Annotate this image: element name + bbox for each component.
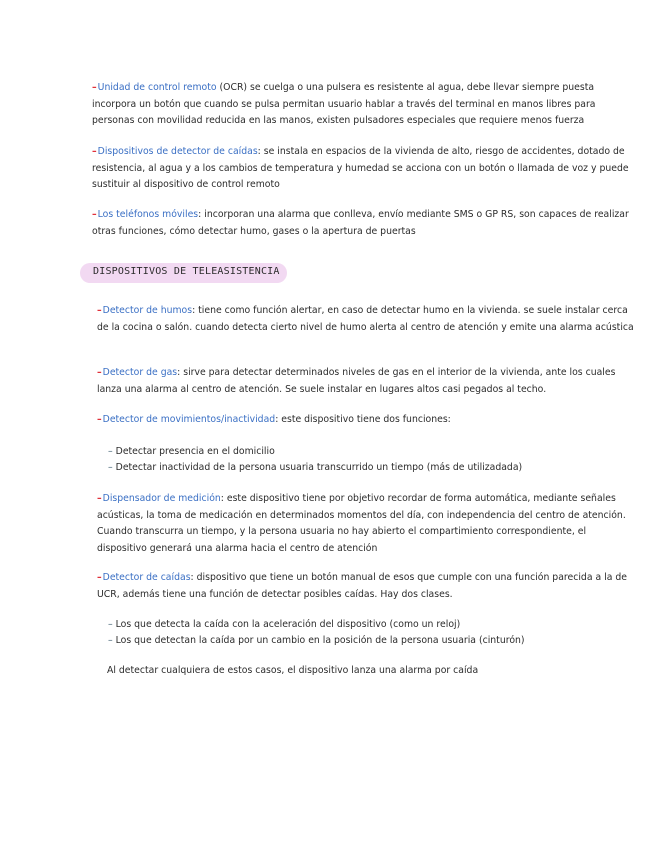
item-text: : se instala en espacios de la vivienda de alto, riesgo de accidentes, dotado de resistencia, al agua y a los cambios de temperatura y humedad se acciona con un botón o llamada de voz y puede sustituir al dispositivo de control remoto <box>92 146 629 190</box>
item-term: Unidad de control remoto <box>97 82 217 93</box>
bullet-dash: – <box>92 82 97 93</box>
item-text: (OCR) se cuelga o una pulsera es resistente al agua, debe llevar siempre puesta incorpora un botón que cuando se pulsa permitan usuario hablar a través del terminal en manos libres para personas con movilidad reducida en las manos, existen pulsadores especiales que requiere menos fuerza <box>92 82 596 126</box>
item-term: Detector de caídas <box>102 572 191 583</box>
item-text: : dispositivo que tiene un botón manual de esos que cumple con una función parecida a la de UCR, además tiene una función de detectar posibles caídas. Hay dos clases. <box>97 572 627 600</box>
item-term: Los teléfonos móviles <box>97 209 199 220</box>
sub-bullet-dash: – <box>108 462 113 473</box>
item-text: : este dispositivo tiene por objetivo recordar de forma automática, mediante señales acústicas, la toma de medicación en determinados momentos del día, con independencia del centro de atención. Cuando transcurra un tiempo, y la persona usuaria no hay abierto el compartimiento correspondiente, el dispositivo generará una alarma hacia el centro de atención <box>97 493 626 554</box>
bullet-dash: – <box>97 305 102 316</box>
item-term: Detector de gas <box>102 367 178 378</box>
bullet-dash: – <box>92 146 97 157</box>
bullet-dash: – <box>92 209 97 220</box>
sub-bullet-dash: – <box>108 619 113 630</box>
bullet-dash: – <box>97 414 102 425</box>
list-item-movement-detector <box>97 412 637 429</box>
list-item-medication-dispenser <box>97 491 637 557</box>
list-item-fall-detector-devices <box>92 144 632 194</box>
sub-item-text: Los que detecta la caída con la aceleración del dispositivo (como un reloj) <box>115 619 461 630</box>
list-item-fall-detector <box>97 570 637 603</box>
item-text: : este dispositivo tiene dos funciones: <box>275 414 451 425</box>
item-term: Dispositivos de detector de caídas <box>97 146 258 157</box>
item-text: : tiene como función alertar, en caso de detectar humo en la vivienda. se suele instalar cerca de la cocina o salón. cuando detecta cierto nivel de humo alerta al centro de atención y emite una alarma acústica <box>97 305 634 333</box>
item-term: Detector de humos <box>102 305 193 316</box>
item-term: Dispensador de medición <box>102 493 221 504</box>
bullet-dash: – <box>97 493 102 504</box>
closing-note: Al detectar cualquiera de estos casos, el dispositivo lanza una alarma por caída <box>107 665 479 676</box>
section-heading-text: DISPOSITIVOS DE TELEASISTENCIA <box>93 266 280 277</box>
sub-item-text: Detectar presencia en el domicilio <box>115 446 275 457</box>
bullet-dash: – <box>97 367 102 378</box>
sub-item <box>108 444 275 460</box>
item-text: : sirve para detectar determinados niveles de gas en el interior de la vivienda, ante los cuales lanza una alarma al centro de atención. Se suele instalar en lugares altos casi pegados al techo. <box>97 367 616 395</box>
list-item-mobile-phones <box>92 207 632 240</box>
list-item-smoke-detector <box>97 303 637 336</box>
sub-item-text: Detectar inactividad de la persona usuaria transcurrido un tiempo (más de utilizadada) <box>115 462 523 473</box>
sub-item <box>108 460 522 476</box>
sub-item <box>108 617 460 633</box>
sub-item-text: Los que detectan la caída por un cambio en la posición de la persona usuaria (cinturón) <box>115 635 525 646</box>
list-item-gas-detector <box>97 365 637 398</box>
list-item-remote-control <box>92 80 632 130</box>
item-text: : incorporan una alarma que conlleva, envío mediante SMS o GP RS, son capaces de realizar otras funciones, cómo detectar humo, gases o la apertura de puertas <box>92 209 629 237</box>
sub-item <box>108 633 525 649</box>
section-heading <box>80 263 287 283</box>
sub-bullet-dash: – <box>108 635 113 646</box>
sub-bullet-dash: – <box>108 446 113 457</box>
bullet-dash: – <box>97 572 102 583</box>
item-term: Detector de movimientos/inactividad <box>102 414 276 425</box>
